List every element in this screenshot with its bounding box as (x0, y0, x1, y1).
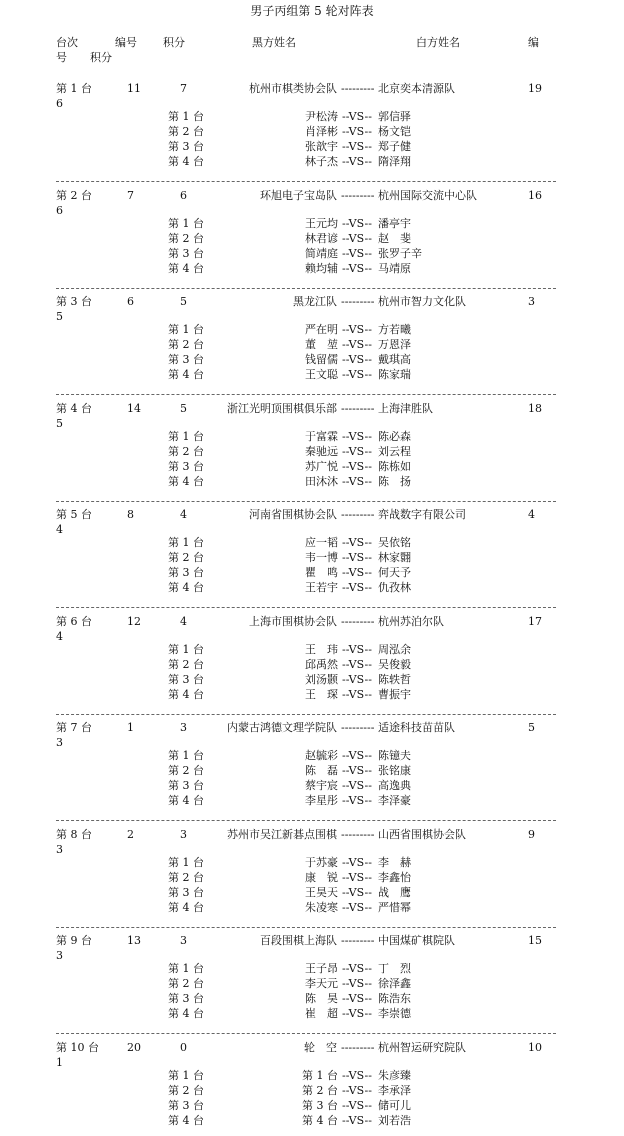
vs-marker: --VS-- (342, 140, 372, 153)
black-player: 李天元 (305, 977, 338, 990)
white-player: 李崇德 (378, 1007, 411, 1020)
white-team-name: 北京奕本清源队 (378, 82, 455, 95)
table-score: 3 (56, 736, 63, 749)
white-player: 周泓余 (378, 643, 411, 656)
black-player: 第 3 台 (302, 1099, 338, 1112)
table-score: 5 (56, 310, 63, 323)
team-separator: --------- (341, 508, 375, 521)
white-team-number: 5 (528, 721, 535, 734)
board-label: 第 3 台 (168, 1099, 204, 1112)
black-player: 王 琛 (305, 688, 338, 701)
black-player: 于富霖 (305, 430, 338, 443)
black-player: 尹松涛 (305, 110, 338, 123)
black-team-score: 3 (180, 934, 187, 947)
board-label: 第 2 台 (168, 445, 204, 458)
dashed-separator (56, 394, 556, 395)
black-player: 张歆宇 (305, 140, 338, 153)
board-label: 第 4 台 (168, 901, 204, 914)
dashed-separator (56, 820, 556, 821)
black-player: 刘汤颢 (305, 673, 338, 686)
black-player: 崔 超 (305, 1007, 338, 1020)
board-label: 第 4 台 (168, 475, 204, 488)
black-player: 赖均辅 (305, 262, 338, 275)
vs-marker: --VS-- (342, 217, 372, 230)
header-line2-num: 号 (56, 51, 67, 64)
team-separator: --------- (341, 934, 375, 947)
header-line2-score: 积分 (90, 51, 112, 64)
white-team-name: 杭州智运研究院队 (378, 1041, 466, 1054)
black-player: 康 锐 (305, 871, 338, 884)
header-table-num: 台次 (56, 36, 78, 49)
board-label: 第 2 台 (168, 1084, 204, 1097)
black-player: 第 1 台 (302, 1069, 338, 1082)
white-player: 储可儿 (378, 1099, 411, 1112)
vs-marker: --VS-- (342, 430, 372, 443)
black-team-number: 1 (127, 721, 134, 734)
dashed-separator (56, 501, 556, 502)
table-label: 第 4 台 (56, 402, 92, 415)
white-team-name: 杭州国际交流中心队 (378, 189, 477, 202)
black-team-number: 20 (127, 1041, 141, 1054)
board-label: 第 1 台 (168, 323, 204, 336)
board-label: 第 3 台 (168, 992, 204, 1005)
table-label: 第 6 台 (56, 615, 92, 628)
vs-marker: --VS-- (342, 460, 372, 473)
board-label: 第 1 台 (168, 1069, 204, 1082)
dashed-separator (56, 714, 556, 715)
black-team-name: 上海市围棋协会队 (249, 615, 337, 628)
white-player: 李泽豪 (378, 794, 411, 807)
white-team-name: 上海津胜队 (378, 402, 433, 415)
black-team-name: 河南省围棋协会队 (249, 508, 337, 521)
white-player: 陈家瑞 (378, 368, 411, 381)
white-team-number: 19 (528, 82, 542, 95)
board-label: 第 3 台 (168, 779, 204, 792)
team-separator: --------- (341, 1041, 375, 1054)
board-label: 第 2 台 (168, 764, 204, 777)
vs-marker: --VS-- (342, 962, 372, 975)
team-separator: --------- (341, 189, 375, 202)
board-label: 第 4 台 (168, 1007, 204, 1020)
vs-marker: --VS-- (342, 1084, 372, 1097)
vs-marker: --VS-- (342, 353, 372, 366)
team-separator: --------- (341, 615, 375, 628)
vs-marker: --VS-- (342, 232, 372, 245)
table-label: 第 9 台 (56, 934, 92, 947)
white-player: 刘云程 (378, 445, 411, 458)
black-player: 秦驰远 (305, 445, 338, 458)
table-label: 第 10 台 (56, 1041, 99, 1054)
dashed-separator (56, 1033, 556, 1034)
vs-marker: --VS-- (342, 1099, 372, 1112)
white-player: 朱彦臻 (378, 1069, 411, 1082)
black-player: 赵毓彩 (305, 749, 338, 762)
white-player: 吴依铭 (378, 536, 411, 549)
vs-marker: --VS-- (342, 110, 372, 123)
header-white-name: 白方姓名 (416, 36, 460, 49)
black-team-score: 3 (180, 721, 187, 734)
board-label: 第 4 台 (168, 155, 204, 168)
team-separator: --------- (341, 721, 375, 734)
board-label: 第 3 台 (168, 673, 204, 686)
white-player: 李鑫怡 (378, 871, 411, 884)
white-player: 陈必森 (378, 430, 411, 443)
black-player: 第 2 台 (302, 1084, 338, 1097)
board-label: 第 1 台 (168, 749, 204, 762)
vs-marker: --VS-- (342, 155, 372, 168)
black-team-name: 百段围棋上海队 (260, 934, 337, 947)
black-player: 应一韬 (305, 536, 338, 549)
board-label: 第 1 台 (168, 217, 204, 230)
black-team-score: 4 (180, 615, 187, 628)
table-score: 6 (56, 97, 63, 110)
black-player: 林君谚 (305, 232, 338, 245)
black-team-name: 内蒙古鸿德文理学院队 (227, 721, 337, 734)
board-label: 第 1 台 (168, 430, 204, 443)
black-team-name: 环旭电子宝岛队 (260, 189, 337, 202)
black-player: 严在明 (305, 323, 338, 336)
black-team-number: 7 (127, 189, 134, 202)
white-team-number: 18 (528, 402, 542, 415)
header-white-number: 编 (528, 36, 539, 49)
black-player: 蔡宇宸 (305, 779, 338, 792)
board-label: 第 1 台 (168, 643, 204, 656)
white-player: 张铭康 (378, 764, 411, 777)
black-team-name: 浙江光明顶围棋俱乐部 (227, 402, 337, 415)
black-team-score: 7 (180, 82, 187, 95)
page-title: 男子丙组第 5 轮对阵表 (250, 4, 374, 18)
vs-marker: --VS-- (342, 992, 372, 1005)
white-player: 马靖原 (378, 262, 411, 275)
white-player: 张罗子辛 (378, 247, 422, 260)
vs-marker: --VS-- (342, 886, 372, 899)
vs-marker: --VS-- (342, 566, 372, 579)
black-team-score: 0 (180, 1041, 187, 1054)
dashed-separator (56, 288, 556, 289)
black-player: 第 4 台 (302, 1114, 338, 1127)
vs-marker: --VS-- (342, 688, 372, 701)
board-label: 第 3 台 (168, 353, 204, 366)
white-player: 刘若浩 (378, 1114, 411, 1127)
vs-marker: --VS-- (342, 475, 372, 488)
black-player: 钱留儒 (305, 353, 338, 366)
vs-marker: --VS-- (342, 794, 372, 807)
black-team-name: 杭州市棋类协会队 (249, 82, 337, 95)
vs-marker: --VS-- (342, 749, 372, 762)
black-team-name: 苏州市吴江新碁点围棋 (227, 828, 337, 841)
white-team-name: 杭州苏泊尔队 (378, 615, 444, 628)
white-player: 吴俊毅 (378, 658, 411, 671)
black-player: 王若宇 (305, 581, 338, 594)
black-player: 田沐沐 (305, 475, 338, 488)
white-player: 战 鹰 (378, 886, 411, 899)
board-label: 第 2 台 (168, 125, 204, 138)
white-player: 万恩泽 (378, 338, 411, 351)
team-separator: --------- (341, 295, 375, 308)
table-score: 3 (56, 843, 63, 856)
board-label: 第 4 台 (168, 1114, 204, 1127)
board-label: 第 3 台 (168, 566, 204, 579)
board-label: 第 4 台 (168, 794, 204, 807)
board-label: 第 3 台 (168, 140, 204, 153)
table-score: 3 (56, 949, 63, 962)
white-player: 郭信驿 (378, 110, 411, 123)
vs-marker: --VS-- (342, 323, 372, 336)
black-team-number: 2 (127, 828, 134, 841)
black-player: 韦一博 (305, 551, 338, 564)
white-player: 李承泽 (378, 1084, 411, 1097)
white-team-name: 中国煤矿棋院队 (378, 934, 455, 947)
white-team-number: 4 (528, 508, 535, 521)
white-team-name: 适途科技苗苗队 (378, 721, 455, 734)
black-team-number: 12 (127, 615, 141, 628)
black-player: 王文聪 (305, 368, 338, 381)
white-player: 李 赫 (378, 856, 411, 869)
board-label: 第 2 台 (168, 658, 204, 671)
table-label: 第 2 台 (56, 189, 92, 202)
header-black-name: 黑方姓名 (252, 36, 296, 49)
vs-marker: --VS-- (342, 536, 372, 549)
white-player: 严惜幂 (378, 901, 411, 914)
white-player: 赵 斐 (378, 232, 411, 245)
vs-marker: --VS-- (342, 338, 372, 351)
white-player: 高逸典 (378, 779, 411, 792)
table-score: 4 (56, 523, 63, 536)
black-player: 朱凌寒 (305, 901, 338, 914)
vs-marker: --VS-- (342, 125, 372, 138)
black-player: 陈 昊 (305, 992, 338, 1005)
white-team-name: 弈战数字有限公司 (378, 508, 466, 521)
table-score: 1 (56, 1056, 63, 1069)
white-team-number: 10 (528, 1041, 542, 1054)
black-player: 简靖庭 (305, 247, 338, 260)
vs-marker: --VS-- (342, 977, 372, 990)
vs-marker: --VS-- (342, 871, 372, 884)
vs-marker: --VS-- (342, 368, 372, 381)
vs-marker: --VS-- (342, 901, 372, 914)
table-label: 第 5 台 (56, 508, 92, 521)
white-player: 丁 烈 (378, 962, 411, 975)
table-score: 4 (56, 630, 63, 643)
table-label: 第 8 台 (56, 828, 92, 841)
black-team-score: 3 (180, 828, 187, 841)
white-team-number: 17 (528, 615, 542, 628)
board-label: 第 1 台 (168, 536, 204, 549)
board-label: 第 2 台 (168, 977, 204, 990)
black-player: 于苏豪 (305, 856, 338, 869)
black-player: 李星彤 (305, 794, 338, 807)
black-player: 林子杰 (305, 155, 338, 168)
black-team-score: 6 (180, 189, 187, 202)
vs-marker: --VS-- (342, 673, 372, 686)
vs-marker: --VS-- (342, 856, 372, 869)
white-team-name: 山西省围棋协会队 (378, 828, 466, 841)
dashed-separator (56, 927, 556, 928)
white-player: 何天予 (378, 566, 411, 579)
vs-marker: --VS-- (342, 1069, 372, 1082)
vs-marker: --VS-- (342, 1007, 372, 1020)
white-team-number: 16 (528, 189, 542, 202)
table-score: 5 (56, 417, 63, 430)
dashed-separator (56, 181, 556, 182)
black-player: 王元均 (305, 217, 338, 230)
black-team-number: 6 (127, 295, 134, 308)
black-player: 苏广悦 (305, 460, 338, 473)
white-team-number: 9 (528, 828, 535, 841)
white-team-name: 杭州市智力文化队 (378, 295, 466, 308)
black-player: 王子昂 (305, 962, 338, 975)
vs-marker: --VS-- (342, 658, 372, 671)
white-player: 隋泽翔 (378, 155, 411, 168)
board-label: 第 2 台 (168, 338, 204, 351)
black-player: 陈 磊 (305, 764, 338, 777)
vs-marker: --VS-- (342, 1114, 372, 1127)
vs-marker: --VS-- (342, 247, 372, 260)
vs-marker: --VS-- (342, 445, 372, 458)
board-label: 第 3 台 (168, 247, 204, 260)
board-label: 第 2 台 (168, 871, 204, 884)
white-player: 潘亭宇 (378, 217, 411, 230)
white-player: 陈浩东 (378, 992, 411, 1005)
team-separator: --------- (341, 828, 375, 841)
black-team-number: 11 (127, 82, 141, 95)
white-team-number: 15 (528, 934, 542, 947)
vs-marker: --VS-- (342, 779, 372, 792)
table-score: 6 (56, 204, 63, 217)
black-player: 邱禹然 (305, 658, 338, 671)
table-label: 第 3 台 (56, 295, 92, 308)
black-player: 王昊天 (305, 886, 338, 899)
board-label: 第 4 台 (168, 581, 204, 594)
black-team-name: 轮 空 (304, 1041, 337, 1054)
black-team-number: 14 (127, 402, 141, 415)
board-label: 第 3 台 (168, 886, 204, 899)
white-player: 戴琪高 (378, 353, 411, 366)
black-player: 肖泽彬 (305, 125, 338, 138)
black-team-score: 5 (180, 402, 187, 415)
white-player: 陈镱夫 (378, 749, 411, 762)
board-label: 第 4 台 (168, 368, 204, 381)
vs-marker: --VS-- (342, 262, 372, 275)
white-player: 方若曦 (378, 323, 411, 336)
white-player: 陈 扬 (378, 475, 411, 488)
vs-marker: --VS-- (342, 643, 372, 656)
white-player: 郑子健 (378, 140, 411, 153)
black-team-name: 黑龙江队 (293, 295, 337, 308)
header-number: 编号 (115, 36, 137, 49)
board-label: 第 2 台 (168, 232, 204, 245)
table-label: 第 1 台 (56, 82, 92, 95)
team-separator: --------- (341, 82, 375, 95)
black-team-number: 13 (127, 934, 141, 947)
white-player: 曹振宇 (378, 688, 411, 701)
team-separator: --------- (341, 402, 375, 415)
white-player: 陈轶哲 (378, 673, 411, 686)
board-label: 第 3 台 (168, 460, 204, 473)
vs-marker: --VS-- (342, 551, 372, 564)
dashed-separator (56, 607, 556, 608)
board-label: 第 4 台 (168, 688, 204, 701)
header-score: 积分 (163, 36, 185, 49)
white-player: 陈栋如 (378, 460, 411, 473)
vs-marker: --VS-- (342, 764, 372, 777)
black-team-score: 5 (180, 295, 187, 308)
black-player: 王 玮 (305, 643, 338, 656)
black-player: 瞿 鸣 (305, 566, 338, 579)
board-label: 第 1 台 (168, 856, 204, 869)
vs-marker: --VS-- (342, 581, 372, 594)
board-label: 第 1 台 (168, 110, 204, 123)
table-label: 第 7 台 (56, 721, 92, 734)
white-player: 杨文铠 (378, 125, 411, 138)
board-label: 第 2 台 (168, 551, 204, 564)
white-player: 林家翾 (378, 551, 411, 564)
white-team-number: 3 (528, 295, 535, 308)
white-player: 仇孜林 (378, 581, 411, 594)
board-label: 第 1 台 (168, 962, 204, 975)
black-player: 董 堃 (305, 338, 338, 351)
board-label: 第 4 台 (168, 262, 204, 275)
white-player: 徐泽鑫 (378, 977, 411, 990)
black-team-number: 8 (127, 508, 134, 521)
black-team-score: 4 (180, 508, 187, 521)
